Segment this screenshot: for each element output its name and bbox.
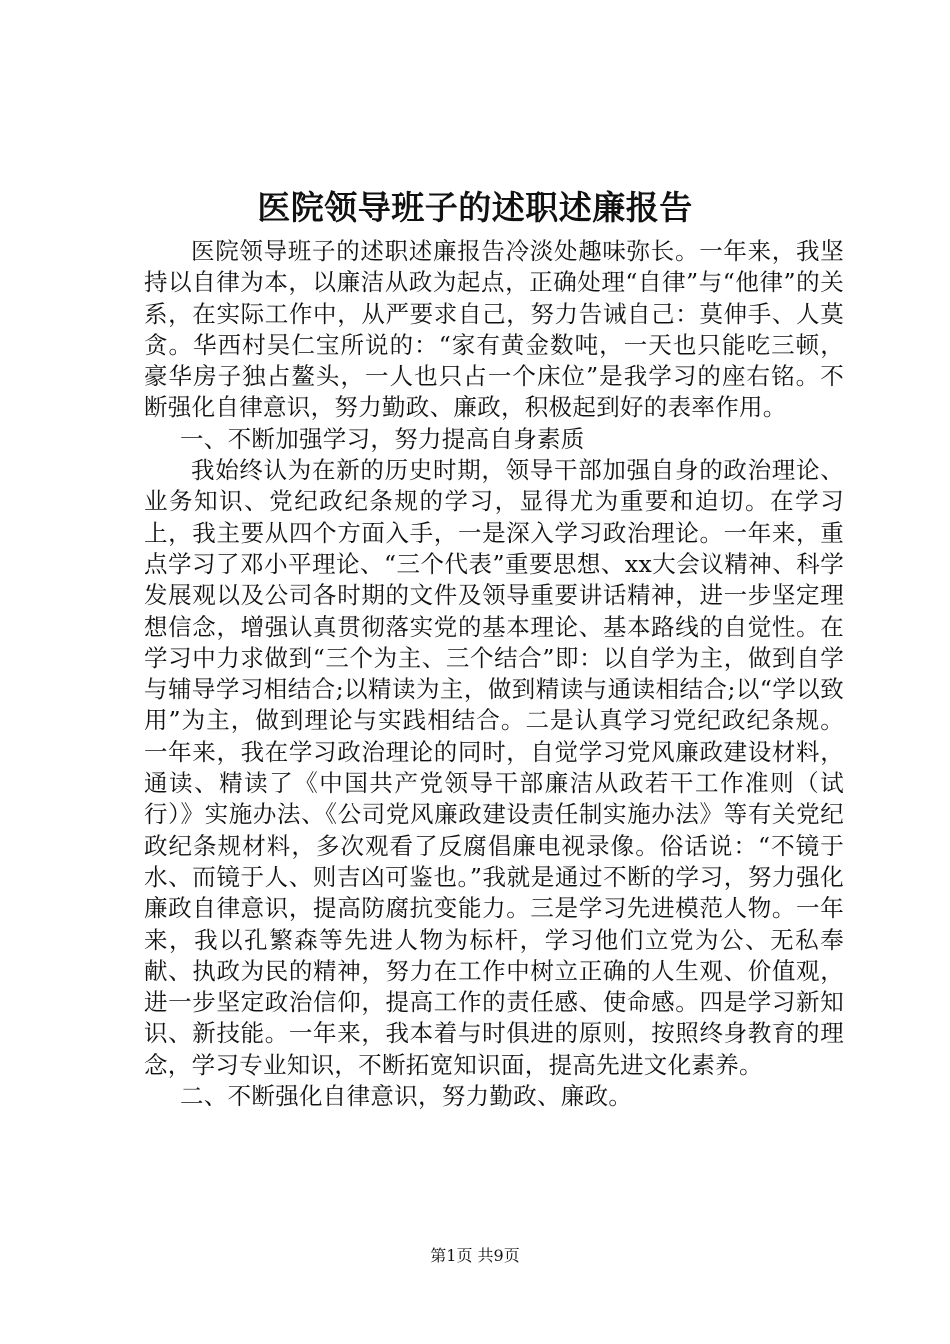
- page-number: 第1页 共9页: [430, 1246, 520, 1265]
- document-title: 医院领导班子的述职述廉报告: [257, 188, 693, 227]
- section-heading-1: 一、不断加强学习，努力提高自身素质: [180, 424, 585, 453]
- study-paragraph: 我始终认为在新的历史时期，领导干部加强自身的政治理论、业务知识、党纪政纪条规的学习，显得尤为重要和迫切。在学习上，我主要从四个方面入手，一是深入学习政治理论。一年来，重点学习了邓小平理论、“三个代表”重要思想、xx大会议精神、科学发展观以及公司各时期的文件及领导重要讲话精神，进一步坚定理想信念，增强认真贯彻落实党的基本理论、基本路线的自觉性。在学习中力求做到“三个为主、三个结合”即：以自学为主，做到自学与辅导学习相结合;以精读为主，做到精读与通读相结合;以“学以致用”为主，做到理论与实践相结合。二是认真学习党纪政纪条规。一年来，我在学习政治理论的同时，自觉学习党风廉政建设材料，通读、精读了《中国共产党领导干部廉洁从政若干工作准则（试行）》实施办法、《公司党风廉政建设责任制实施办法》等有关党纪政纪条规材料，多次观看了反腐倡廉电视录像。俗话说：“不镜于水、而镜于人、则吉凶可鉴也。”我就是通过不断的学习，努力强化廉政自律意识，提高防腐抗变能力。三是学习先进模范人物。一年来，我以孔繁森等先进人物为标杆，学习他们立党为公、无私奉献、执政为民的精神，努力在工作中树立正确的人生观、价值观，进一步坚定政治信仰，提高工作的责任感、使命感。四是学习新知识、新技能。一年来，我本着与时俱进的原则，按照终身教育的理念，学习专业知识，不断拓宽知识面，提高先进文化素养。: [144, 456, 844, 1079]
- document-body: [144, 236, 844, 1112]
- intro-paragraph: 医院领导班子的述职述廉报告冷淡处趣味弥长。一年来，我坚持以自律为本，以廉洁从政为起点，正确处理“自律”与“他律”的关系，在实际工作中，从严要求自己，努力告诫自己：莫伸手、人莫贪。华西村吴仁宝所说的：“家有黄金数吨，一天也只能吃三顿，豪华房子独占鳌头，一人也只占一个床位”是我学习的座右铭。不断强化自律意识，努力勤政、廉政，积极起到好的表率作用。: [144, 237, 844, 422]
- section-heading-2: 二、不断强化自律意识，努力勤政、廉政。: [180, 1082, 633, 1111]
